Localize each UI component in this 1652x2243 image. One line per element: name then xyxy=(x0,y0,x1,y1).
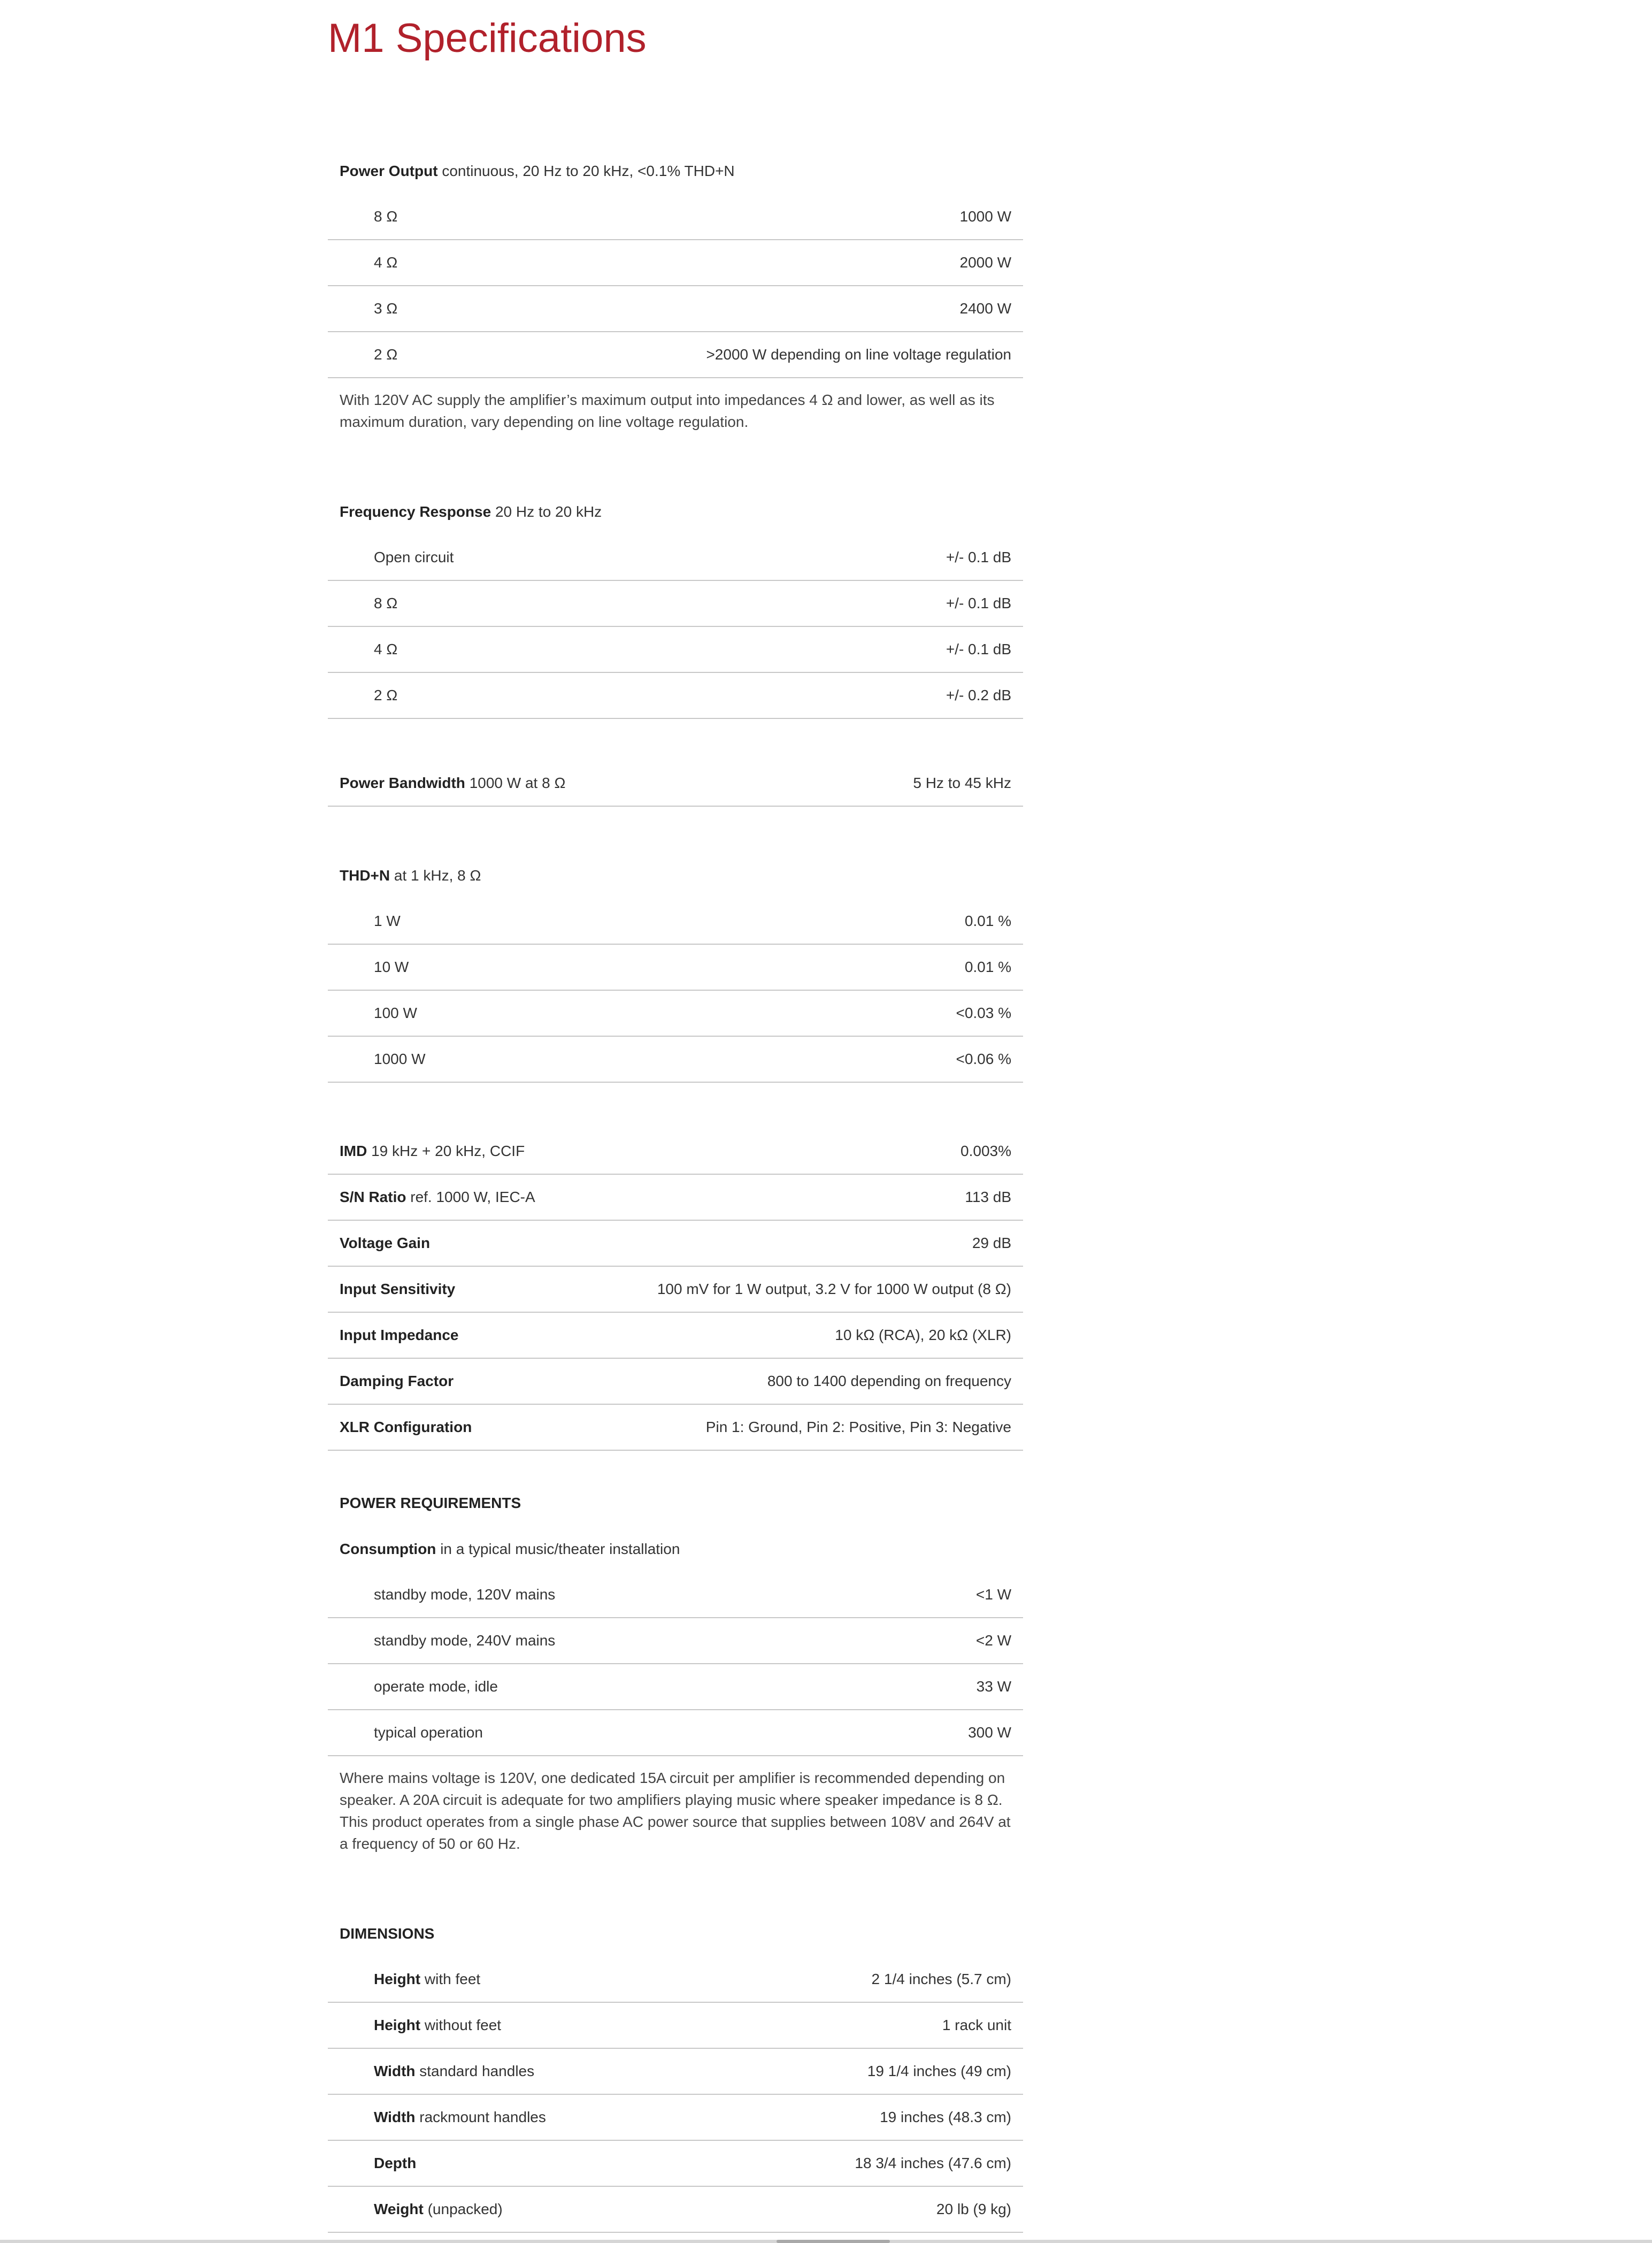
table-row xyxy=(328,1359,1023,1405)
power-output-desc: continuous, 20 Hz to 20 kHz, <0.1% THD+N xyxy=(442,163,735,179)
consumption-desc: in a typical music/theater installation xyxy=(440,1541,680,1557)
dimensions-heading: DIMENSIONS xyxy=(340,1925,435,1942)
table-row xyxy=(328,673,1023,719)
table-row xyxy=(328,899,1023,945)
row-value: 29 dB xyxy=(972,1235,1011,1251)
row-label xyxy=(328,1281,455,1298)
row-value: 33 W xyxy=(976,1678,1011,1695)
row-label: 8 Ω xyxy=(374,208,398,225)
table-row xyxy=(328,1957,1023,2003)
row-value: 0.003% xyxy=(961,1143,1011,1159)
power-bandwidth-label: Power Bandwidth xyxy=(340,775,465,791)
row-value: 300 W xyxy=(968,1724,1011,1741)
row-label: 1 W xyxy=(374,913,401,929)
specs-container xyxy=(328,0,1023,2233)
row-value: 1000 W xyxy=(959,208,1011,225)
dim-desc: with feet xyxy=(424,1971,481,1987)
row-label: 2 Ω xyxy=(374,346,398,363)
thdn-section xyxy=(328,853,1023,1083)
dim-name: Width xyxy=(374,2109,416,2125)
power-requirements-note: Where mains voltage is 120V, one dedicated 15A circuit per amplifier is recommended depending on speaker. A 20A circuit is adequate for two amplifiers playing music where speaker impedance is 8 Ω. This product operates from a single phase AC power source that supplies between 108V and 264V at a frequency of 50 or 60 Hz. xyxy=(340,1770,1011,1852)
table-row xyxy=(328,627,1023,673)
table-row xyxy=(328,2003,1023,2049)
dim-desc: without feet xyxy=(424,2017,502,2033)
table-row xyxy=(328,2187,1023,2233)
frequency-response-heading xyxy=(328,489,1023,535)
row-label xyxy=(328,1189,535,1206)
spec-name: Input Sensitivity xyxy=(340,1281,456,1297)
table-row xyxy=(328,2049,1023,2095)
row-value: <0.06 % xyxy=(956,1051,1011,1067)
row-value: 10 kΩ (RCA), 20 kΩ (XLR) xyxy=(835,1327,1011,1343)
spec-desc: 19 kHz + 20 kHz, CCIF xyxy=(371,1143,525,1159)
row-label: operate mode, idle xyxy=(374,1678,498,1695)
row-label xyxy=(328,2109,546,2126)
dim-name: Height xyxy=(374,1971,421,1987)
spec-name: XLR Configuration xyxy=(340,1419,472,1435)
row-label: 8 Ω xyxy=(374,595,398,611)
table-row xyxy=(328,194,1023,240)
table-row xyxy=(328,2095,1023,2141)
row-label: standby mode, 240V mains xyxy=(374,1632,556,1649)
row-value: +/- 0.1 dB xyxy=(946,641,1011,657)
row-label: 10 W xyxy=(374,959,409,975)
spec-name: Damping Factor xyxy=(340,1373,454,1389)
table-row xyxy=(328,1313,1023,1359)
row-label xyxy=(328,2201,503,2218)
row-value: 5 Hz to 45 kHz xyxy=(913,775,1011,791)
spec-name: Input Impedance xyxy=(340,1327,459,1343)
dim-desc: (unpacked) xyxy=(427,2201,503,2217)
power-output-heading xyxy=(328,148,1023,194)
row-label xyxy=(328,1235,430,1252)
row-label xyxy=(328,2063,534,2080)
row-value: 2400 W xyxy=(959,300,1011,317)
thdn-desc: at 1 kHz, 8 Ω xyxy=(394,867,481,884)
row-label: standby mode, 120V mains xyxy=(374,1586,556,1603)
table-row xyxy=(328,535,1023,581)
consumption-heading xyxy=(328,1526,1023,1572)
row-value: <1 W xyxy=(975,1586,1011,1603)
row-value: 18 3/4 inches (47.6 cm) xyxy=(855,2155,1011,2171)
dimensions-section xyxy=(328,1911,1023,2233)
row-value: 100 mV for 1 W output, 3.2 V for 1000 W output (8 Ω) xyxy=(657,1281,1011,1297)
table-row xyxy=(328,1710,1023,1756)
row-label: 1000 W xyxy=(374,1051,426,1067)
consumption-label: Consumption xyxy=(340,1541,436,1557)
row-label xyxy=(328,1143,525,1160)
row-value: Pin 1: Ground, Pin 2: Positive, Pin 3: Negative xyxy=(705,1419,1011,1435)
table-row xyxy=(328,581,1023,627)
table-row xyxy=(328,286,1023,332)
row-value: 19 1/4 inches (49 cm) xyxy=(867,2063,1011,2079)
spec-name: Voltage Gain xyxy=(340,1235,431,1251)
power-requirements-heading: POWER REQUIREMENTS xyxy=(340,1495,521,1511)
row-label: 2 Ω xyxy=(374,687,398,703)
dim-name: Depth xyxy=(374,2155,417,2171)
frequency-response-section xyxy=(328,489,1023,719)
row-value: 113 dB xyxy=(965,1189,1011,1205)
row-label: 100 W xyxy=(374,1005,417,1021)
dim-name: Width xyxy=(374,2063,416,2079)
row-value: +/- 0.1 dB xyxy=(946,549,1011,565)
row-value: 20 lb (9 kg) xyxy=(936,2201,1011,2217)
spec-name: S/N Ratio xyxy=(340,1189,406,1205)
row-value: 0.01 % xyxy=(964,959,1011,975)
thdn-heading xyxy=(328,853,1023,899)
row-label: Open circuit xyxy=(374,549,454,565)
frequency-response-label: Frequency Response xyxy=(340,503,491,520)
power-output-section xyxy=(328,148,1023,433)
row-value: 19 inches (48.3 cm) xyxy=(880,2109,1011,2125)
row-value: +/- 0.1 dB xyxy=(946,595,1011,611)
row-value: 800 to 1400 depending on frequency xyxy=(767,1373,1011,1389)
table-row xyxy=(328,991,1023,1037)
row-label xyxy=(328,1971,480,1988)
table-row xyxy=(328,1221,1023,1267)
row-label: 3 Ω xyxy=(374,300,398,317)
row-value: 1 rack unit xyxy=(942,2017,1011,2033)
dim-desc: rackmount handles xyxy=(419,2109,546,2125)
row-value: 0.01 % xyxy=(964,913,1011,929)
row-value: 2000 W xyxy=(959,254,1011,271)
misc-specs-section xyxy=(328,1129,1023,1451)
row-label xyxy=(328,1327,458,1344)
power-requirements-section xyxy=(328,1480,1023,1855)
frequency-response-desc: 20 Hz to 20 kHz xyxy=(495,503,602,520)
row-value: +/- 0.2 dB xyxy=(946,687,1011,703)
row-label: 4 Ω xyxy=(374,254,398,271)
table-row xyxy=(328,1267,1023,1313)
table-row xyxy=(328,2141,1023,2187)
scrollbar-thumb[interactable] xyxy=(777,2240,890,2243)
page-title: M1 Specifications xyxy=(328,16,647,61)
spec-desc: ref. 1000 W, IEC-A xyxy=(410,1189,535,1205)
row-value: <0.03 % xyxy=(956,1005,1011,1021)
power-output-label: Power Output xyxy=(340,163,438,179)
row-label: typical operation xyxy=(374,1724,483,1741)
table-row xyxy=(328,332,1023,378)
row-label xyxy=(328,2155,416,2172)
power-output-note: With 120V AC supply the amplifier’s maximum output into impedances 4 Ω and lower, as well as its maximum duration, vary depending on line voltage regulation. xyxy=(340,392,995,430)
row-label: 4 Ω xyxy=(374,641,398,657)
row-value: 2 1/4 inches (5.7 cm) xyxy=(871,1971,1011,1987)
table-row xyxy=(328,1037,1023,1083)
dim-desc: standard handles xyxy=(419,2063,535,2079)
row-label xyxy=(328,775,565,792)
power-bandwidth-section xyxy=(328,761,1023,807)
table-row xyxy=(328,1572,1023,1618)
row-label xyxy=(328,1419,472,1436)
power-bandwidth-desc: 1000 W at 8 Ω xyxy=(469,775,566,791)
row-label xyxy=(328,1373,454,1390)
table-row xyxy=(328,945,1023,991)
table-row xyxy=(328,1405,1023,1451)
spec-name: IMD xyxy=(340,1143,367,1159)
row-label xyxy=(328,2017,501,2034)
table-row xyxy=(328,1175,1023,1221)
table-row xyxy=(328,1618,1023,1664)
dim-name: Height xyxy=(374,2017,421,2033)
dim-name: Weight xyxy=(374,2201,424,2217)
table-row xyxy=(328,761,1023,807)
thdn-label: THD+N xyxy=(340,867,390,884)
row-value: <2 W xyxy=(975,1632,1011,1649)
table-row xyxy=(328,1664,1023,1710)
row-value: >2000 W depending on line voltage regulation xyxy=(706,346,1011,363)
table-row xyxy=(328,240,1023,286)
table-row xyxy=(328,1129,1023,1175)
